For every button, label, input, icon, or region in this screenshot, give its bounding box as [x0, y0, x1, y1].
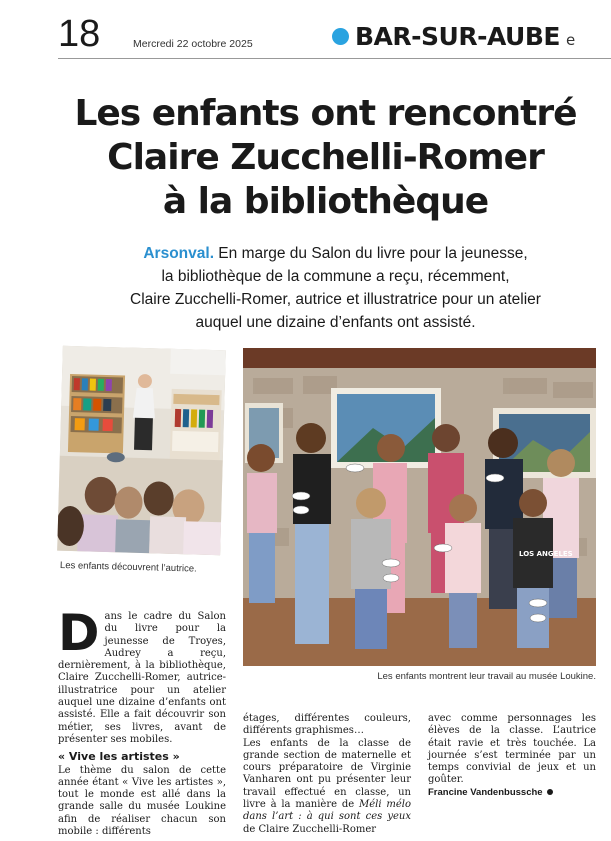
intro-line-3: Claire Zucchelli-Romer, autrice et illustratrice pour un atelier: [130, 291, 541, 308]
photo-museum-sweater-text: LOS ANGELES: [519, 550, 573, 558]
photo-library: [57, 346, 226, 555]
section-header: [332, 22, 575, 51]
article-paragraph-1: [58, 604, 226, 746]
article-column-3: [428, 713, 596, 799]
headline-line-3: à la bibliothèque: [162, 181, 489, 222]
article-paragraph-3: étages, différentes couleurs, différents graphismes…: [243, 713, 411, 737]
photo-museum-illustration: [243, 348, 596, 666]
article-author: Francine Vandenbussche: [428, 786, 543, 798]
intro-location: Arsonval.: [143, 245, 214, 262]
article-paragraph-4-end: de Claire Zucchelli-Romer: [243, 823, 377, 835]
article-paragraph-2: Le thème du salon de cette année étant « Vive les artistes », tout le monde est allé dans la grande salle du musée Loukine afin de réaliser chacun son mobile : différents: [58, 764, 226, 838]
drop-cap: D: [58, 604, 100, 662]
article-paragraph-1-text: ans le cadre du Salon du livre pour la jeunesse de Troyes, Audrey a reçu, dernièrement, à la bibliothèque, Claire Zucchelli-Romer, autrice-illustratrice pour un atelier auquel une dizaine d’enfants ont assisté. Elle a fait découvrir son métier, ses livres, avant de présenter ses mobiles.: [58, 611, 226, 745]
header-divider: [58, 58, 611, 59]
photo-library-illustration: [57, 346, 226, 555]
section-dot-icon: [332, 28, 349, 45]
intro-lede: [60, 242, 611, 334]
photo-library-caption: Les enfants découvrent l’autrice.: [59, 560, 197, 575]
article-subhead: « Vive les artistes »: [58, 750, 180, 764]
intro-line-1: En marge du Salon du livre pour la jeunesse,: [214, 245, 528, 262]
book-title: Méli mélo dans l’art : à qui sont ces yeux: [243, 799, 411, 823]
headline-line-2: Claire Zucchelli-Romer: [107, 137, 544, 178]
intro-line-2: la bibliothèque de la commune a reçu, récemment,: [161, 268, 510, 285]
headline-line-1: Les enfants ont rencontré: [74, 93, 577, 134]
article-paragraph-4-start: Les enfants de la classe de grande section de maternelle et cours préparatoire de Virginie Vanharen ont pu présenter leur travail effectué en classe, un livre à la manière de: [243, 737, 411, 811]
article-paragraph-5: avec comme personnages les élèves de la classe. L’autrice était ravie et très touchée. La journée s’est terminée par un temps convivial de jeux et un goûter.: [428, 713, 596, 786]
article-column-2: [243, 713, 411, 836]
headline: [40, 92, 611, 224]
photo-museum: [243, 348, 596, 666]
section-tail: e: [565, 30, 576, 49]
end-mark-icon: [547, 789, 553, 795]
intro-line-4: auquel une dizaine d’enfants ont assisté.: [195, 314, 476, 331]
publication-date: Mercredi 22 octobre 2025: [133, 38, 253, 50]
article-column-1: [58, 604, 226, 838]
page-number: 18: [58, 13, 101, 55]
photo-museum-caption: Les enfants montrent leur travail au musée Loukine.: [377, 671, 596, 682]
section-name: BAR-SUR-AUBE: [355, 22, 560, 51]
article-paragraph-4: [243, 738, 411, 836]
